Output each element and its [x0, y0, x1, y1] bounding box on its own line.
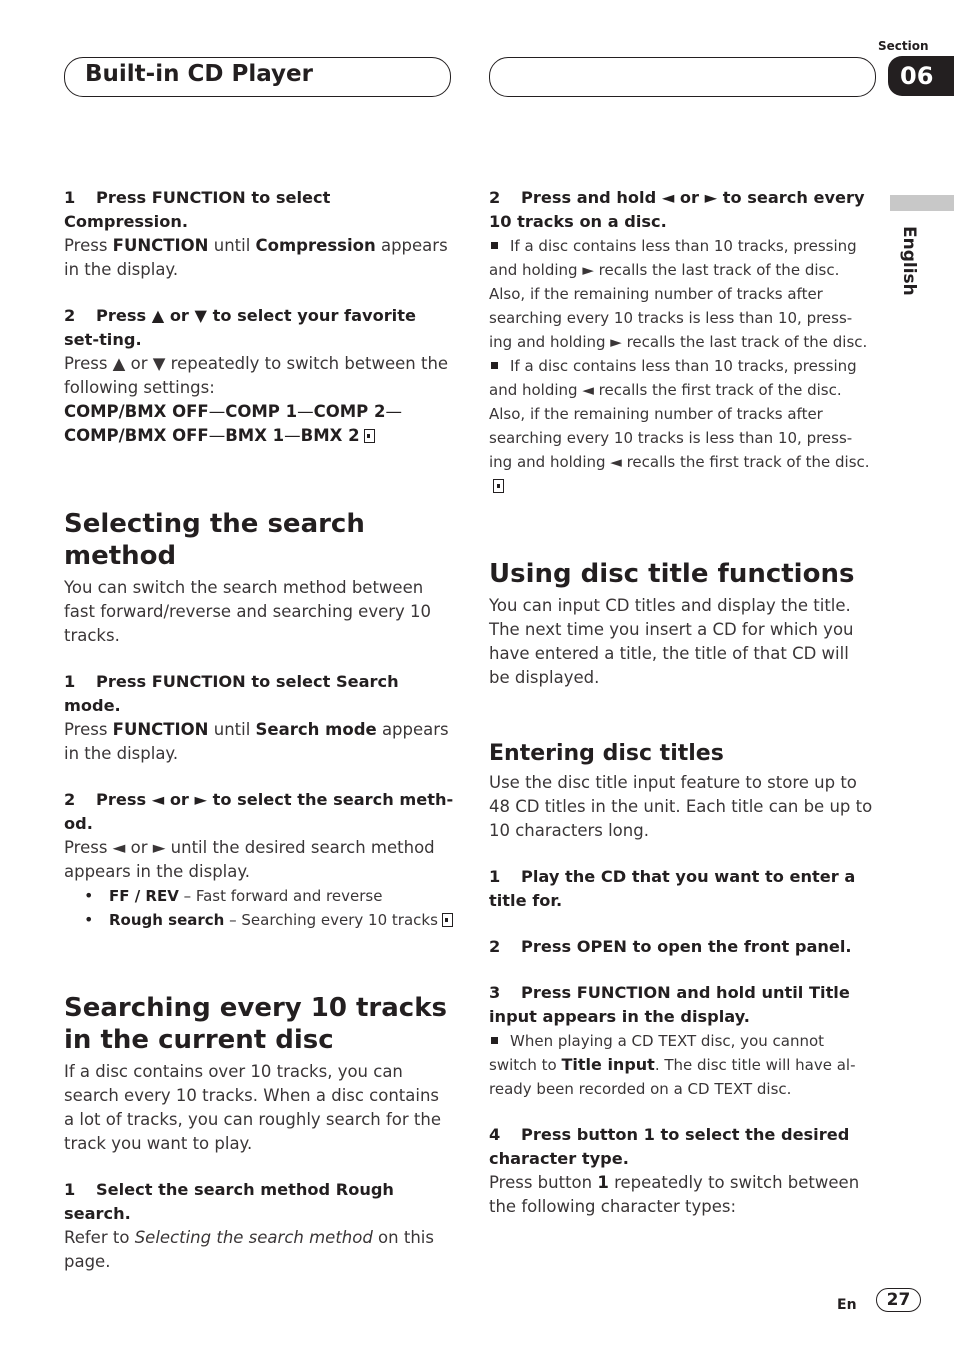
search-method-intro: You can switch the search method between fast forward/reverse and searching every 10 tracks.	[64, 578, 432, 645]
language-label: English	[899, 226, 919, 296]
settings-sequence-1: COMP/BMX OFF—COMP 1—COMP 2—	[64, 402, 402, 421]
list-item: • Rough search – Searching every 10 tracks	[109, 908, 454, 932]
compression-instruction-1: Press FUNCTION until Compression appears in the display.	[64, 236, 448, 279]
search-method-heading: Selecting the search method	[64, 509, 365, 571]
left-column	[64, 186, 454, 1274]
settings-sequence-2: COMP/BMX OFF—BMX 1—BMX 2	[64, 424, 454, 448]
note-item: If a disc contains less than 10 tracks, pressing and holding ► recalls the last track of the disc. Also, if the remaining number of tracks after searching every 10 tracks is less than 10, press-ing and holding ► recalls the last track of the disc.	[489, 237, 868, 351]
entering-step-3: 3 Press FUNCTION and hold until Title input appears in the display.	[489, 983, 850, 1026]
section-number-badge: 06	[888, 56, 954, 96]
search-method-instruction-1: Press FUNCTION until Search mode appears in the display.	[64, 720, 449, 763]
compression-instruction-2: Press ▲ or ▼ repeatedly to switch between the following settings:	[64, 354, 449, 397]
end-mark-icon	[442, 913, 453, 927]
search-method-step-2: 2 Press ◄ or ► to select the search meth-od.	[64, 790, 454, 833]
end-mark-icon	[364, 429, 375, 443]
disc-title-intro: You can input CD titles and display the title. The next time you insert a CD for which you have entered a title, the title of that CD will be displayed.	[489, 596, 854, 687]
compression-step-2: 2 Press ▲ or ▼ to select your favorite set-ting.	[64, 306, 416, 349]
every10-intro: If a disc contains over 10 tracks, you can search every 10 tracks. When a disc contains a lot of tracks, you can roughly search for the track you want to play.	[64, 1062, 441, 1153]
entering-step-2: 2 Press OPEN to open the front panel.	[489, 937, 852, 956]
list-item: • FF / REV – Fast forward and reverse	[109, 884, 454, 908]
section-label: Section	[878, 39, 929, 53]
every10-heading: Searching every 10 tracks in the current disc	[64, 993, 447, 1055]
note-item: If a disc contains less than 10 tracks, pressing and holding ◄ recalls the first track of the disc. Also, if the remaining number of tracks after searching every 10 tracks is less than 10, press-ing and holding ◄ recalls the first track of the disc.	[489, 354, 874, 498]
every10-step-1: 1 Select the search method Rough search.	[64, 1180, 394, 1223]
entering-intro: Use the disc title input feature to store up to 48 CD titles in the unit. Each title can be up to 10 characters long.	[489, 773, 873, 840]
note-bullet-icon	[491, 242, 498, 249]
compression-step-1: 1 Press FUNCTION to select Compression.	[64, 188, 331, 231]
header-title-frame	[64, 57, 451, 97]
search-method-options	[64, 884, 454, 932]
language-tab	[890, 195, 954, 211]
disc-title-heading: Using disc title functions	[489, 559, 855, 589]
note-item: When playing a CD TEXT disc, you cannot switch to Title input. The disc title will have al-ready been recorded on a CD TEXT disc.	[489, 1032, 856, 1098]
note-bullet-icon	[491, 1037, 498, 1044]
entering-heading: Entering disc titles	[489, 741, 724, 766]
every10-step-2: 2 Press and hold ◄ or ► to search every 10 tracks on a disc.	[489, 188, 865, 231]
language-code: En	[837, 1297, 857, 1313]
search-method-instruction-2: Press ◄ or ► until the desired search method appears in the display.	[64, 838, 435, 881]
entering-step-4: 4 Press button 1 to select the desired character type.	[489, 1125, 850, 1168]
entering-step-1: 1 Play the CD that you want to enter a title for.	[489, 867, 856, 910]
entering-instruction-4: Press button 1 repeatedly to switch between the following character types:	[489, 1173, 860, 1216]
note-bullet-icon	[491, 362, 498, 369]
page-number: 27	[876, 1288, 921, 1312]
search-method-step-1: 1 Press FUNCTION to select Search mode.	[64, 672, 399, 715]
end-mark-icon	[493, 479, 504, 493]
right-column	[489, 186, 874, 1219]
every10-instruction-1: Refer to Selecting the search method on this page.	[64, 1228, 434, 1271]
header-blank-frame	[489, 57, 876, 97]
page-title: Built-in CD Player	[85, 61, 313, 87]
